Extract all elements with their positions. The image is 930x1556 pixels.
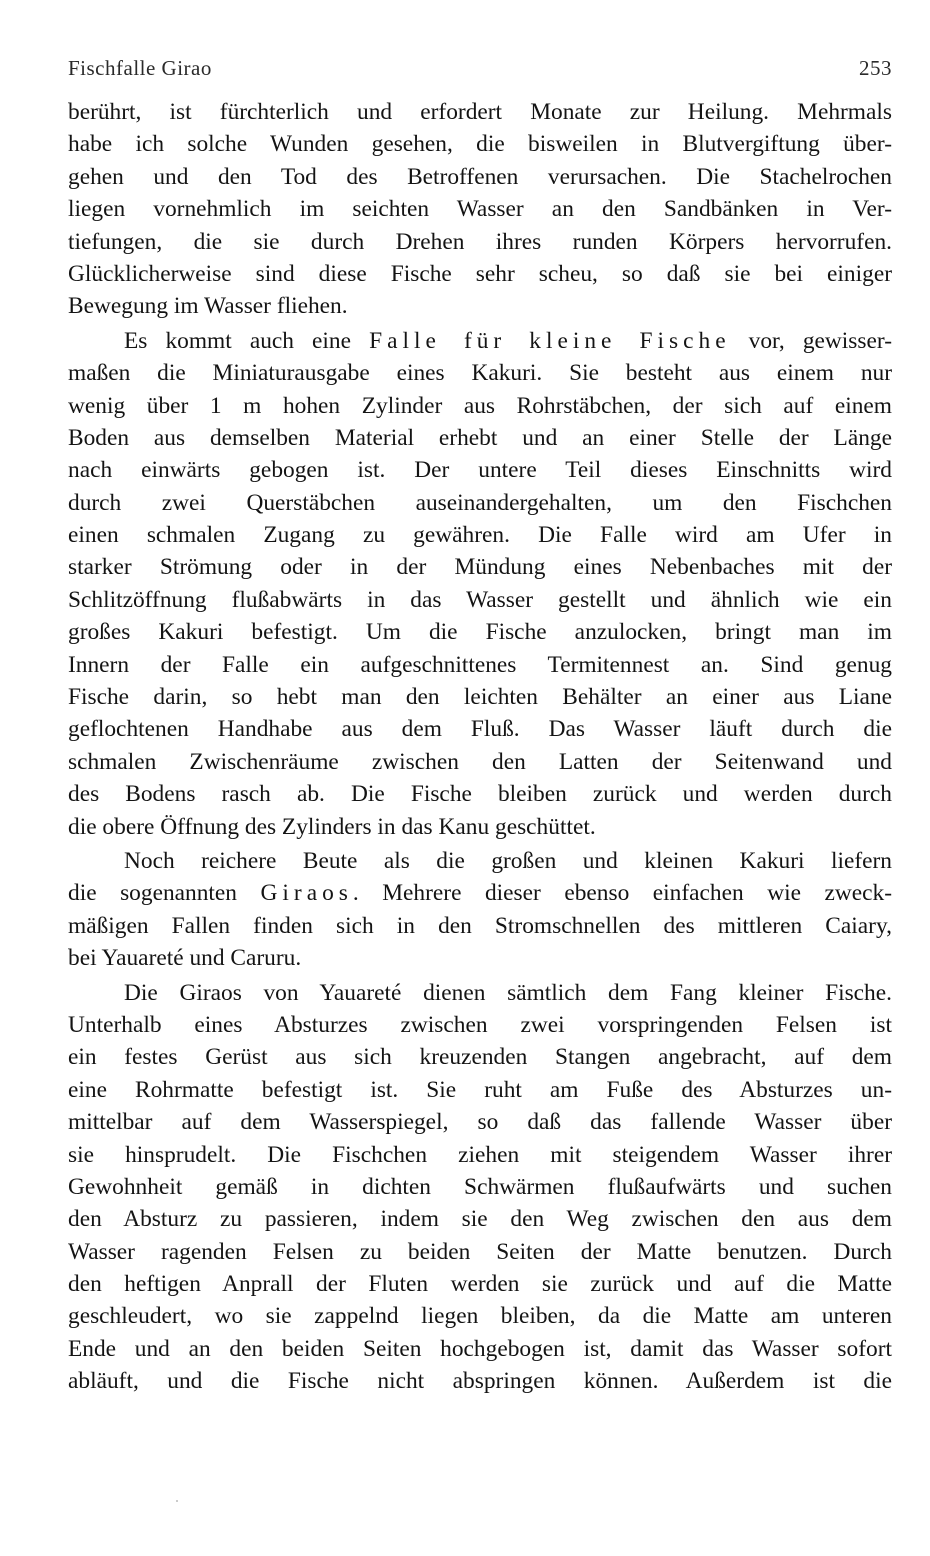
text-line: wenig über 1 m hohen Zylinder aus Rohrstäbchen, der sich auf einem xyxy=(68,392,892,419)
text-line: sie hinsprudelt. Die Fischchen ziehen mit steigendem Wasser ihrer xyxy=(68,1141,892,1168)
body-text xyxy=(68,96,892,1398)
text-line: geschleudert, wo sie zappelnd liegen bleiben, da die Matte am unteren xyxy=(68,1303,892,1330)
text-line: berührt, ist fürchterlich und erfordert Monate zur Heilung. Mehrmals xyxy=(68,99,892,125)
text-line: Unterhalb eines Absturzes zwischen zwei vorspringenden Felsen ist xyxy=(68,1011,892,1038)
running-title: Fischfalle Girao xyxy=(68,56,212,80)
text-line: mittelbar auf dem Wasserspiegel, so daß das fallende Wasser über xyxy=(68,1109,892,1136)
text-line: mäßigen Fallen finden sich in den Stromschnellen des mittleren Caiary, xyxy=(68,912,892,939)
text-line: durch zwei Querstäbchen auseinandergehalten, um den Fischchen xyxy=(68,489,892,516)
text-line: Ende und an den beiden Seiten hochgebogen ist, damit das Wasser sofort xyxy=(68,1335,892,1362)
text-line: Bewegung im Wasser fliehen. xyxy=(68,293,348,320)
text-line: gehen und den Tod des Betroffenen verursachen. Die Stachelrochen xyxy=(68,163,892,190)
text-run: . Mehrere dieser ebenso einfachen wie zweck- xyxy=(352,880,892,907)
text-run: die sogenannten xyxy=(68,880,261,907)
text-line: Gewohnheit gemäß in dichten Schwärmen flußaufwärts und suchen xyxy=(68,1173,892,1200)
text-line: den heftigen Anprall der Fluten werden sie zurück und auf die Matte xyxy=(68,1271,892,1298)
text-line: maßen die Miniaturausgabe eines Kakuri. Sie besteht aus einem nur xyxy=(68,360,892,387)
book-page xyxy=(68,56,892,1398)
text-line: großes Kakuri befestigt. Um die Fische anzulocken, bringt man im xyxy=(68,619,892,646)
text-line: Wasser ragenden Felsen zu beiden Seiten der Matte benutzen. Durch xyxy=(68,1238,892,1265)
text-line: schmalen Zwischenräume zwischen den Latten der Seitenwand und xyxy=(68,748,892,775)
text-line: Noch reichere Beute als die großen und kleinen Kakuri liefern xyxy=(124,847,892,874)
text-line: Innern der Falle ein aufgeschnittenes Termitennest an. Sind genug xyxy=(68,651,892,678)
text-line: bei Yauareté und Caruru. xyxy=(68,945,302,972)
text-line: starker Strömung oder in der Mündung eines Nebenbaches mit der xyxy=(68,554,892,581)
text-run: vor, gewisser- xyxy=(730,327,893,354)
text-line: Die Giraos von Yauareté dienen sämtlich dem Fang kleiner Fische. xyxy=(124,979,892,1006)
text-line: des Bodens rasch ab. Die Fische bleiben zurück und werden durch xyxy=(68,781,892,808)
spaced-emphasis: Falle für kleine Fische xyxy=(369,327,731,354)
spaced-emphasis: Giraos xyxy=(260,880,353,907)
text-line xyxy=(68,877,892,909)
text-line: einen schmalen Zugang zu gewähren. Die Falle wird am Ufer in xyxy=(68,522,892,549)
text-line: abläuft, und die Fische nicht abspringen können. Außerdem ist die xyxy=(68,1368,892,1395)
text-line: nach einwärts gebogen ist. Der untere Teil dieses Einschnitts wird xyxy=(68,457,892,484)
text-line: den Absturz zu passieren, indem sie den Weg zwischen den aus dem xyxy=(68,1206,892,1233)
text-line xyxy=(68,325,892,357)
text-run: Es kommt auch eine xyxy=(124,327,370,354)
text-line: eine Rohrmatte befestigt ist. Sie ruht am Fuße des Absturzes un- xyxy=(68,1076,892,1103)
text-line: die obere Öffnung des Zylinders in das Kanu geschüttet. xyxy=(68,813,596,840)
paper-speck xyxy=(176,1500,178,1502)
text-line: Glücklicherweise sind diese Fische sehr scheu, so daß sie bei einiger xyxy=(68,260,892,287)
text-line: geflochtenen Handhabe aus dem Fluß. Das Wasser läuft durch die xyxy=(68,716,892,743)
text-line: Boden aus demselben Material erhebt und an einer Stelle der Länge xyxy=(68,424,892,451)
text-line: Schlitzöffnung flußabwärts in das Wasser gestellt und ähnlich wie ein xyxy=(68,586,892,613)
text-line: Fische darin, so hebt man den leichten Behälter an einer aus Liane xyxy=(68,684,892,711)
running-head xyxy=(68,56,892,96)
text-line: liegen vornehmlich im seichten Wasser an den Sandbänken in Ver- xyxy=(68,196,892,223)
text-line: ein festes Gerüst aus sich kreuzenden Stangen angebracht, auf dem xyxy=(68,1044,892,1071)
page-number: 253 xyxy=(859,56,892,80)
text-line: tiefungen, die sie durch Drehen ihres runden Körpers hervorrufen. xyxy=(68,228,892,255)
text-line: habe ich solche Wunden gesehen, die bisweilen in Blutvergiftung über- xyxy=(68,131,892,158)
